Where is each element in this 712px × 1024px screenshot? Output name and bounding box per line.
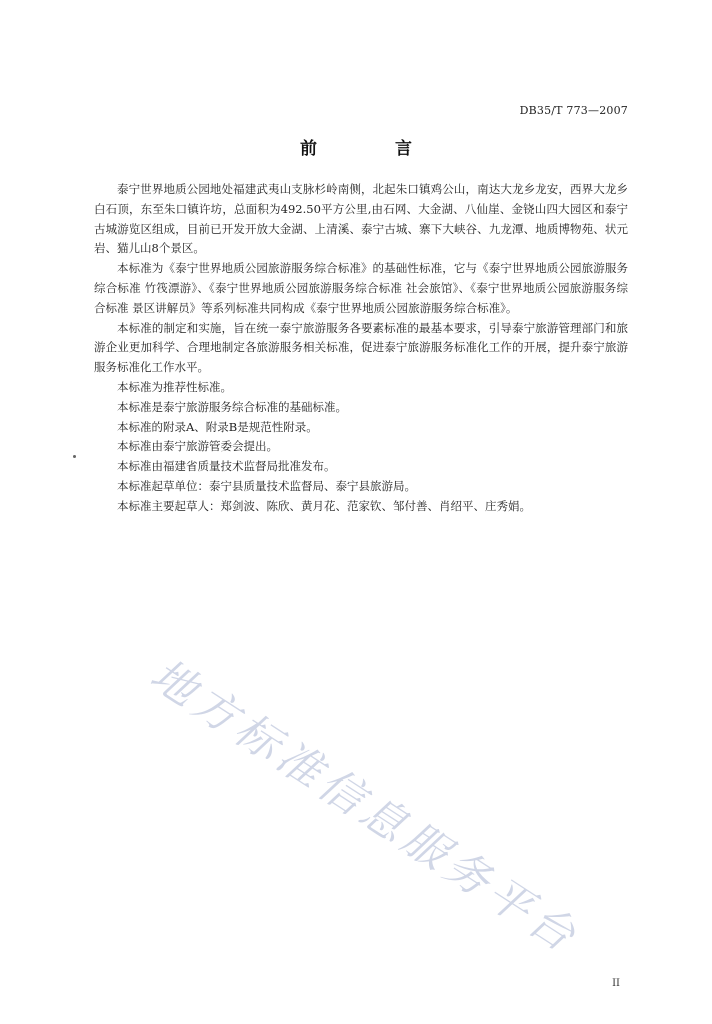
paragraph-approver: 本标准由福建省质量技术监督局批准发布。 — [117, 459, 336, 474]
watermark: 地方标准信息服务平台 — [141, 649, 589, 965]
paragraph-relation: 本标准为《泰宁世界地质公园旅游服务综合标准》的基础性标准，它与《泰宁世界地质公园旅游服务综合标准 竹筏漂游》、《泰宁世界地质公园旅游服务综合标准 社会旅馆》、《泰宁世界地质公园旅游服务综合标准 景区讲解员》等系列标准共同构成《泰宁世界地质公园旅游服务综合标准》。 — [94, 261, 628, 315]
paragraph-basic: 本标准是泰宁旅游服务综合标准的基础标准。 — [117, 399, 347, 414]
paragraph-drafting-units: 本标准起草单位：泰宁县质量技术监督局、泰宁县旅游局。 — [117, 478, 416, 493]
paragraph-proposer: 本标准由泰宁旅游管委会提出。 — [117, 439, 278, 454]
paragraph-recommended: 本标准为推荐性标准。 — [117, 379, 232, 394]
standard-code: DB35/T 773—2007 — [519, 104, 628, 117]
paragraph-appendix: 本标准的附录A、附录B是规范性附录。 — [117, 419, 318, 434]
scan-speck — [73, 455, 76, 458]
paragraph-drafters: 本标准主要起草人：郑剑波、陈欣、黄月花、范家钦、邹付善、肖绍平、庄秀娟。 — [117, 498, 531, 513]
foreword-body — [94, 180, 628, 517]
paragraph-purpose: 本标准的制定和实施，旨在统一泰宁旅游服务各要素标准的最基本要求，引导泰宁旅游管理部门和旅游企业更加科学、合理地制定各旅游服务相关标准，促进泰宁旅游服务标准化工作的开展，提升泰宁旅游服务标准化工作水平。 — [94, 320, 628, 375]
page-number: II — [612, 978, 620, 989]
page-title: 前 言 — [300, 139, 448, 159]
paragraph-intro: 泰宁世界地质公园地处福建武夷山支脉杉岭南侧，北起朱口镇鸡公山，南达大龙乡龙安，西界大龙乡白石顶，东至朱口镇许坊，总面积为492.50平方公里,由石网、大金湖、八仙崖、金铙山四大园区和泰宁古城游览区组成，目前已开发开放大金湖、上清溪、泰宁古城、寨下大峡谷、九龙潭、地质博物苑、状元岩、猫儿山8个景区。 — [94, 182, 628, 256]
